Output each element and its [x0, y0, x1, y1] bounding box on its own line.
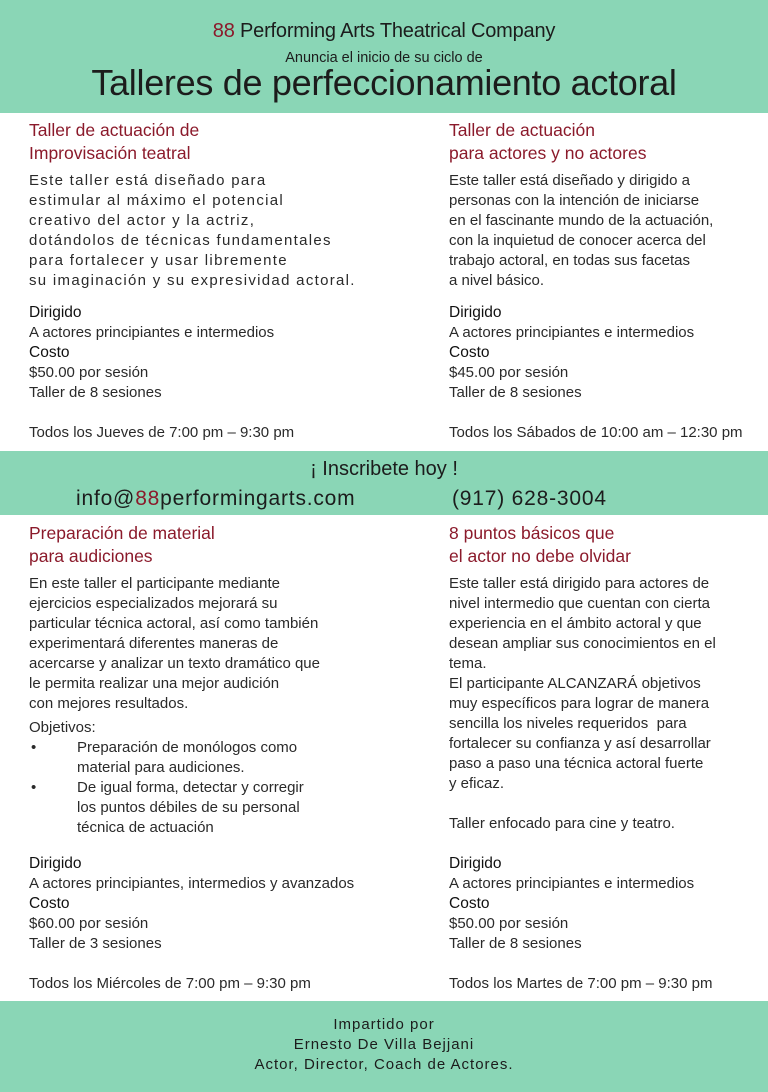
schedule: Todos los Miércoles de 7:00 pm – 9:30 pm [29, 975, 311, 992]
instructor-info [0, 1015, 768, 1075]
sessions: Taller de 8 sesiones [449, 384, 582, 401]
workshop-title-line: Taller de actuación [449, 120, 595, 140]
footer-band [0, 1001, 768, 1092]
objective-text: Preparación de monólogos como material para audiciones. [77, 739, 298, 776]
header-band [0, 0, 768, 113]
instructor-roles: Actor, Director, Coach de Actores. [254, 1056, 514, 1073]
costo-label: Costo [449, 895, 490, 912]
workshop-title-line: para actores y no actores [449, 143, 647, 163]
dirigido-label: Dirigido [449, 855, 502, 872]
signup-band [0, 451, 768, 515]
workshop-description: Este taller está diseñado para estimular al máximo el potencial creativo del actor y la actriz, dotándolos de técnicas fundamentales para fortalecer y usar libremente su imaginación y su expresividad actoral. [29, 172, 356, 289]
workshop-card-actores-no-actores [449, 119, 768, 443]
dirigido-value: A actores principiantes, intermedios y avanzados [29, 875, 355, 892]
bullet-icon: • [31, 779, 37, 796]
objectives-label: Objetivos: [29, 719, 96, 736]
workshop-description: En este taller el participante mediante ejercicios especializados mejorará su particular técnica actoral, así como también experimentará diferentes maneras de acercarse y analizar un texto dramático que le permita realizar una mejor audición con mejores resultados. [29, 575, 320, 712]
workshop-title-line: para audiciones [29, 546, 153, 566]
workshop-focus: Taller enfocado para cine y teatro. [449, 815, 675, 832]
company-name [0, 20, 768, 43]
workshop-title-line: Preparación de material [29, 523, 215, 543]
price: $50.00 por sesión [29, 364, 149, 381]
workshop-card-audiciones [29, 522, 389, 994]
workshop-title [29, 522, 389, 568]
bullet-icon: • [31, 739, 37, 756]
workshop-title [449, 522, 768, 568]
costo-label: Costo [449, 344, 490, 361]
workshop-card-improvisacion [29, 119, 389, 443]
footer-imparted-by: Impartido por [333, 1016, 435, 1033]
dirigido-label: Dirigido [29, 855, 82, 872]
workshop-title [29, 119, 389, 165]
workshop-card-8-puntos [449, 522, 768, 994]
workshop-description: Este taller está dirigido para actores de nivel intermedio que cuentan con cierta experiencia en el ámbito actoral y que desean ampliar sus conocimientos en el tema. El participante ALCANZARÁ objetivos muy específicos para lograr de manera sencilla los niveles requeridos para fortalecer su confianza y así desarrollar paso a paso una técnica actoral fuerte y eficaz. [449, 575, 716, 792]
company-number: 88 [212, 20, 235, 42]
price: $50.00 por sesión [449, 915, 569, 932]
costo-label: Costo [29, 895, 70, 912]
company-name-text: Performing Arts Theatrical Company [234, 20, 556, 42]
phone-number[interactable]: (917) 628-3004 [452, 487, 607, 510]
email-accent: 88 [135, 487, 161, 510]
objective-text: De igual forma, detectar y corregir los puntos débiles de su personal técnica de actuación [77, 779, 304, 836]
schedule: Todos los Martes de 7:00 pm – 9:30 pm [449, 975, 713, 992]
instructor-name: Ernesto De Villa Bejjani [293, 1036, 475, 1053]
page-title: Talleres de perfeccionamiento actoral [91, 62, 677, 103]
schedule: Todos los Sábados de 10:00 am – 12:30 pm [449, 424, 743, 441]
announcement: Anuncia el inicio de su ciclo de [285, 50, 483, 66]
price: $45.00 por sesión [449, 364, 569, 381]
email-suffix: performingarts.com [160, 487, 356, 510]
dirigido-label: Dirigido [449, 304, 502, 321]
workshop-title-line: el actor no debe olvidar [449, 546, 631, 566]
dirigido-value: A actores principiantes e intermedios [29, 324, 275, 341]
sessions: Taller de 8 sesiones [449, 935, 582, 952]
objectives-list [29, 738, 389, 838]
schedule: Todos los Jueves de 7:00 pm – 9:30 pm [29, 424, 295, 441]
costo-label: Costo [29, 344, 70, 361]
objective-item [29, 778, 389, 838]
email-link[interactable] [76, 487, 355, 511]
workshop-title [449, 119, 768, 165]
workshop-title-line: 8 puntos básicos que [449, 523, 615, 543]
objective-item [29, 738, 389, 778]
dirigido-value: A actores principiantes e intermedios [449, 324, 695, 341]
workshop-title-line: Improvisación teatral [29, 143, 191, 163]
workshop-title-line: Taller de actuación de [29, 120, 200, 140]
workshop-description: Este taller está diseñado y dirigido a personas con la intención de iniciarse en el fascinante mundo de la actuación, con la inquietud de conocer acerca del trabajo actoral, en todas sus facetas a nivel básico. [449, 172, 714, 289]
sessions: Taller de 3 sesiones [29, 935, 162, 952]
dirigido-label: Dirigido [29, 304, 82, 321]
signup-cta: ¡ Inscribete hoy ! [310, 458, 458, 480]
dirigido-value: A actores principiantes e intermedios [449, 875, 695, 892]
price: $60.00 por sesión [29, 915, 149, 932]
sessions: Taller de 8 sesiones [29, 384, 162, 401]
email-prefix: info@ [76, 487, 136, 510]
